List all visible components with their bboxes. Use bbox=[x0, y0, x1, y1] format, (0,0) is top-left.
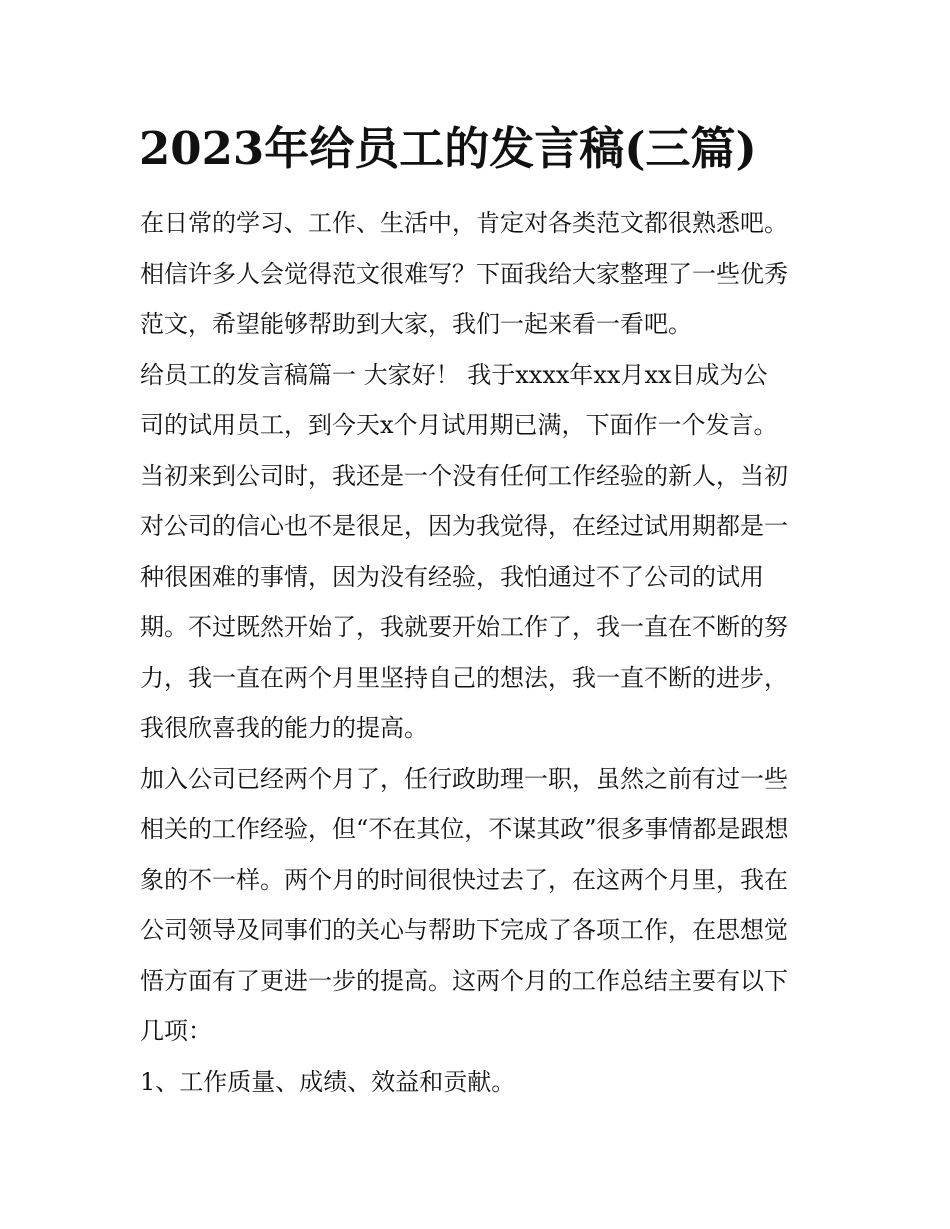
text-line: 公司领导及同事们的关心与帮助下完成了各项工作，在思想觉 bbox=[140, 916, 788, 944]
text-line: 相信许多人会觉得范文很难写？下面我给大家整理了一些优秀 bbox=[140, 259, 788, 288]
text-line: 范文，希望能够帮助到大家，我们一起来看一看吧。 bbox=[140, 310, 692, 338]
document-title: 2023年给员工的发言稿(三篇) bbox=[139, 122, 757, 175]
text-line: 几项： bbox=[140, 1017, 212, 1045]
text-line: 给员工的发言稿篇一 大家好！ 我于xxxx年xx月xx日成为公 bbox=[140, 360, 768, 389]
text-line: 相关的工作经验，但“不在其位，不谋其政”很多事情都是跟想 bbox=[140, 815, 789, 843]
text-line: 期。不过既然开始了，我就要开始工作了，我一直在不断的努 bbox=[140, 613, 788, 641]
text-line: 司的试用员工，到今天x个月试用期已满，下面作一个发言。 bbox=[140, 411, 778, 439]
text-line: 1、工作质量、成绩、效益和贡献。 bbox=[140, 1067, 516, 1096]
text-line: 种很困难的事情，因为没有经验，我怕通过不了公司的试用 bbox=[140, 562, 764, 591]
text-line: 对公司的信心也不是很足，因为我觉得，在经过试用期都是一 bbox=[140, 512, 788, 540]
text-line: 我很欣喜我的能力的提高。 bbox=[140, 714, 428, 742]
text-line: 悟方面有了更进一步的提高。这两个月的工作总结主要有以下 bbox=[140, 966, 788, 995]
text-line: 力，我一直在两个月里坚持自己的想法，我一直不断的进步， bbox=[140, 663, 788, 692]
text-line: 在日常的学习、工作、生活中，肯定对各类范文都很熟悉吧。 bbox=[140, 209, 788, 237]
text-line: 象的不一样。两个月的时间很快过去了，在这两个月里，我在 bbox=[140, 865, 788, 894]
text-line: 加入公司已经两个月了，任行政助理一职，虽然之前有过一些 bbox=[140, 764, 788, 793]
document-body bbox=[140, 198, 812, 1107]
text-line: 当初来到公司时，我还是一个没有任何工作经验的新人，当初 bbox=[140, 461, 788, 490]
